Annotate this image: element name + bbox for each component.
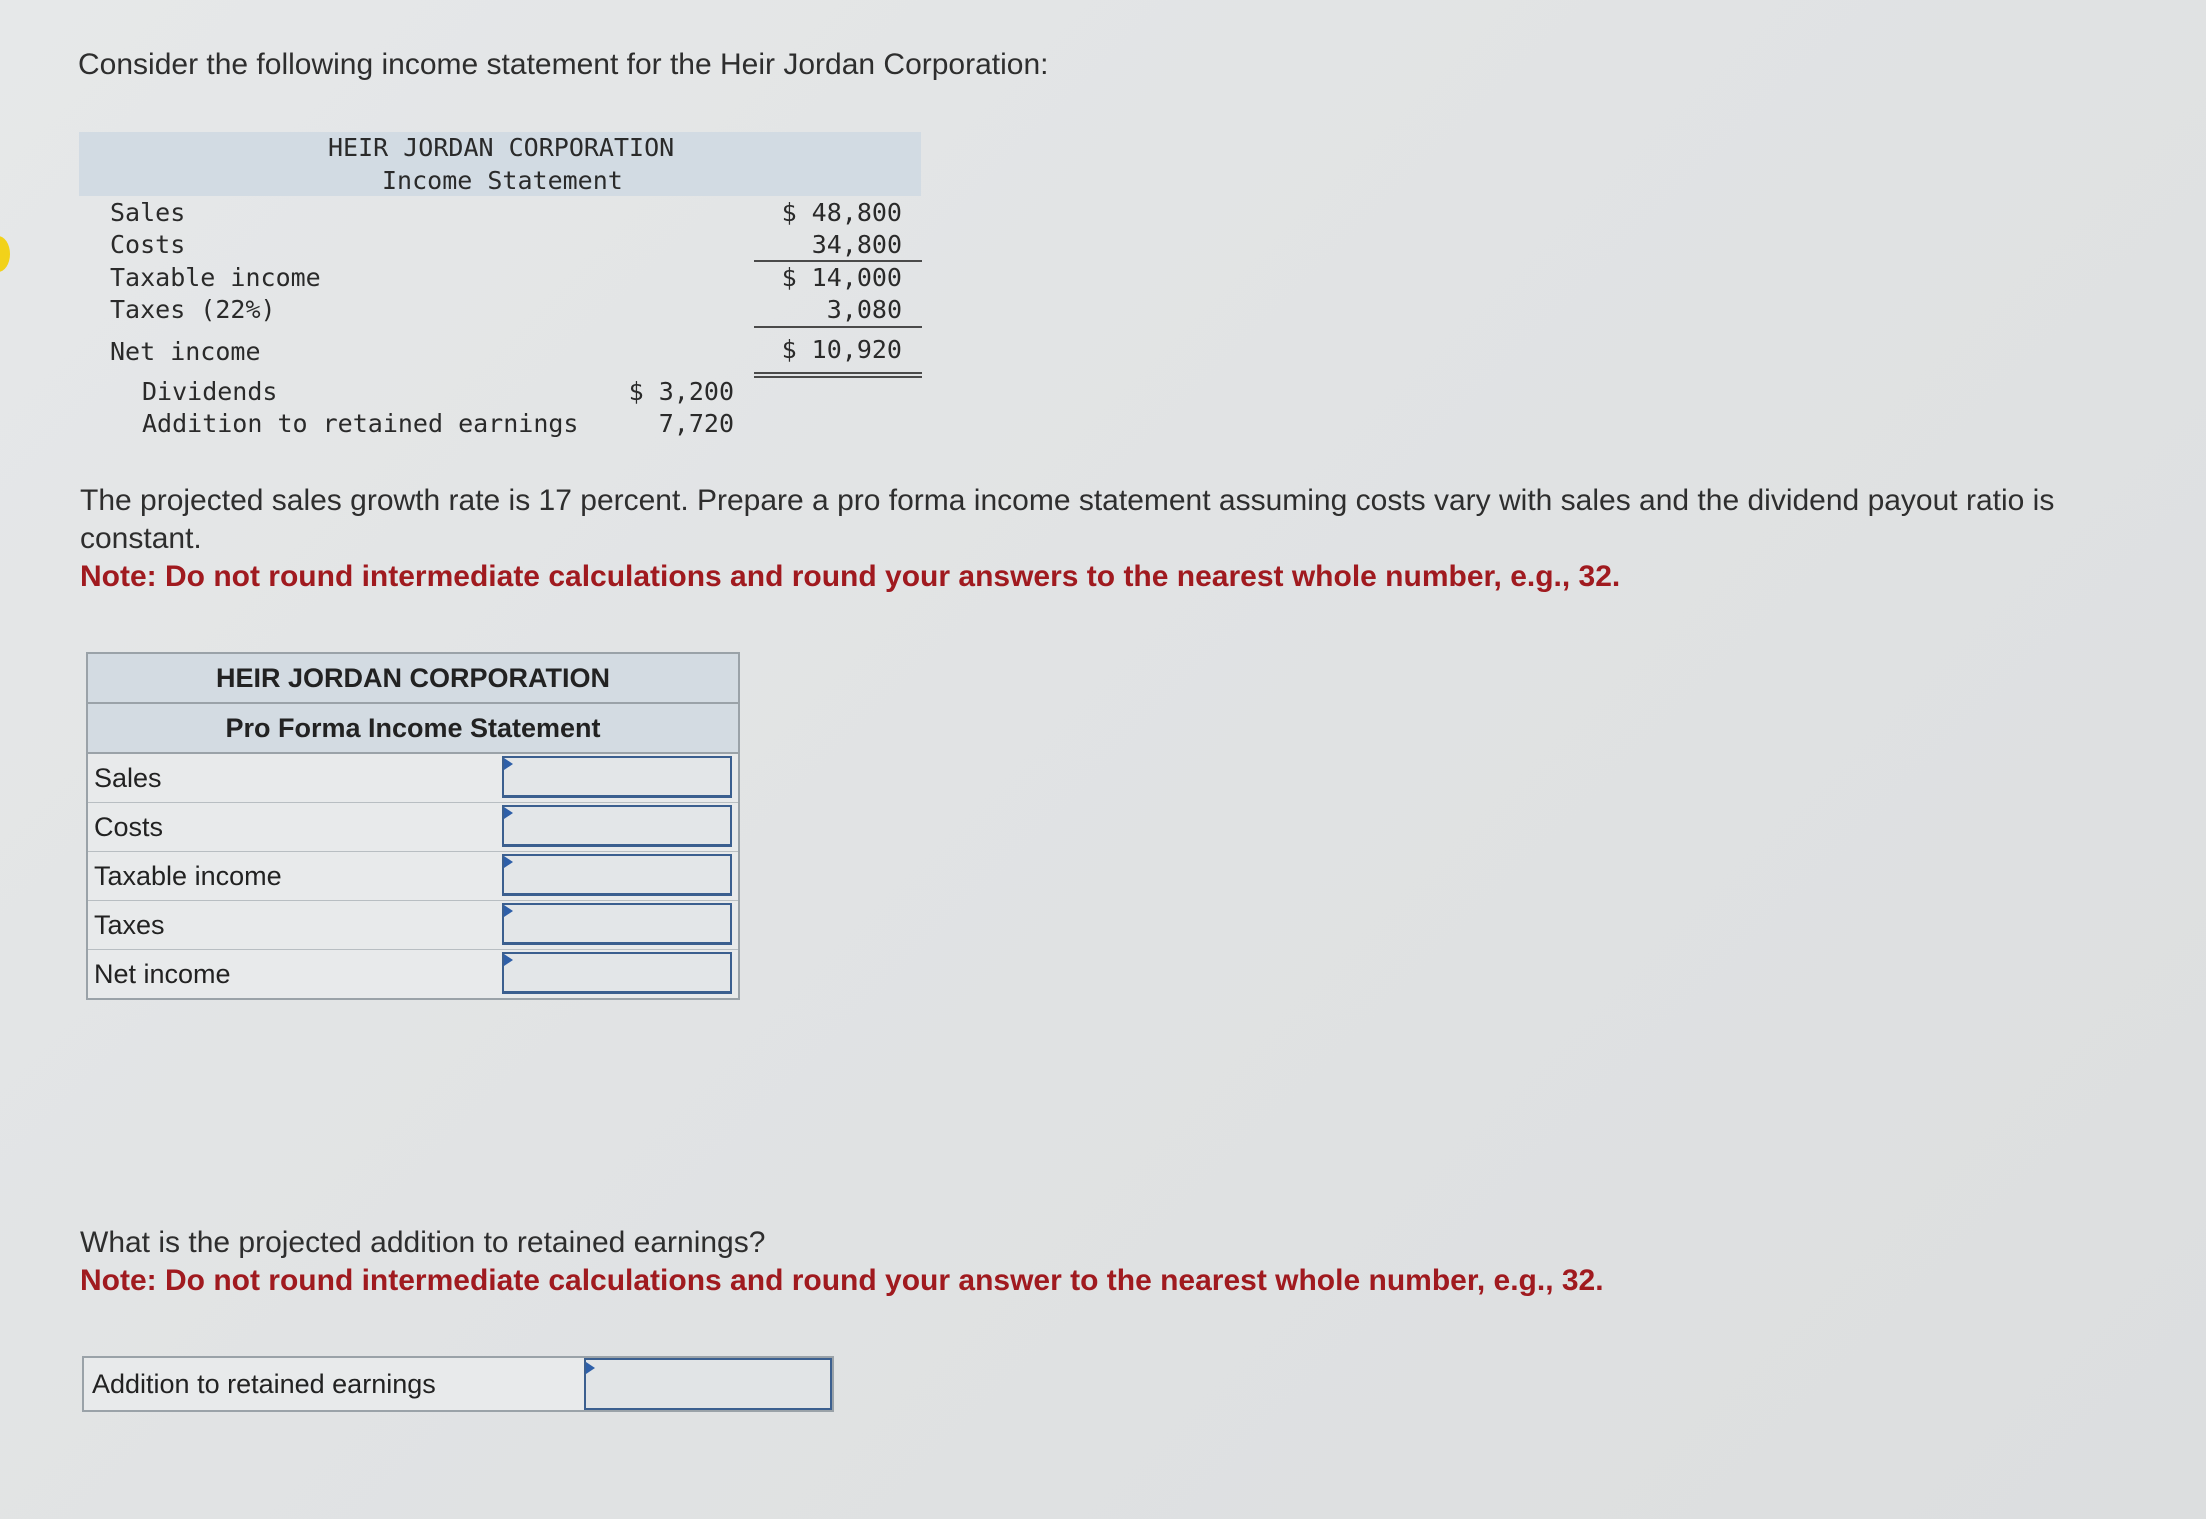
statement-label-costs: Costs xyxy=(110,230,186,259)
input-flag-icon xyxy=(586,1362,595,1374)
input-flag-icon xyxy=(504,807,513,819)
statement-value-sales: $ 48,800 xyxy=(781,198,902,227)
costs-input[interactable] xyxy=(502,805,732,847)
pro-forma-row-taxes xyxy=(88,901,738,950)
statement-double-rule xyxy=(754,372,922,374)
intro-text: Consider the following income statement for the Heir Jordan Corporation: xyxy=(78,48,1049,81)
retained-earnings-label: Addition to retained earnings xyxy=(92,1369,436,1399)
question2-block xyxy=(80,1224,2080,1300)
input-flag-icon xyxy=(504,905,513,917)
question2-note: Note: Do not round intermediate calculations and round your answer to the nearest whole number, e.g., 32. xyxy=(80,1264,1604,1297)
statement-value-retained: 7,720 xyxy=(658,409,734,438)
pro-forma-row-costs xyxy=(88,803,738,852)
input-flag-icon xyxy=(504,856,513,868)
statement-rule xyxy=(754,260,922,262)
statement-label-dividends: Dividends xyxy=(142,377,278,406)
retained-earnings-input[interactable] xyxy=(584,1358,832,1410)
pro-forma-row-net xyxy=(88,950,738,998)
statement-company: HEIR JORDAN CORPORATION xyxy=(328,133,675,162)
taxes-input[interactable] xyxy=(502,903,732,945)
net-income-input[interactable] xyxy=(502,952,732,994)
pro-forma-label-net: Net income xyxy=(94,959,231,989)
statement-label-retained: Addition to retained earnings xyxy=(142,409,579,438)
sales-input[interactable] xyxy=(502,756,732,798)
pro-forma-title: Pro Forma Income Statement xyxy=(88,704,738,754)
statement-value-costs: 34,800 xyxy=(811,230,902,259)
pro-forma-row-sales xyxy=(88,754,738,803)
statement-label-taxes: Taxes (22%) xyxy=(110,295,276,324)
question2-text: What is the projected addition to retained earnings? xyxy=(80,1226,766,1259)
retained-earnings-row xyxy=(82,1356,834,1412)
question-block xyxy=(80,482,2080,596)
taxable-income-input[interactable] xyxy=(502,854,732,896)
pro-forma-company: HEIR JORDAN CORPORATION xyxy=(88,654,738,704)
pro-forma-table xyxy=(86,652,740,1000)
input-flag-icon xyxy=(504,758,513,770)
side-marker xyxy=(0,236,10,272)
statement-value-taxable: $ 14,000 xyxy=(781,263,902,292)
pro-forma-label-taxable: Taxable income xyxy=(94,861,282,891)
pro-forma-row-taxable xyxy=(88,852,738,901)
statement-rule xyxy=(754,326,922,328)
statement-title: Income Statement xyxy=(382,166,623,195)
statement-double-rule xyxy=(754,376,922,378)
pro-forma-label-taxes: Taxes xyxy=(94,910,165,940)
statement-value-net: $ 10,920 xyxy=(781,335,902,364)
statement-label-taxable: Taxable income xyxy=(110,263,321,292)
input-flag-icon xyxy=(504,954,513,966)
question-note: Note: Do not round intermediate calculations and round your answers to the nearest whole number, e.g., 32. xyxy=(80,560,1621,593)
pro-forma-label-sales: Sales xyxy=(94,763,162,793)
question-text: The projected sales growth rate is 17 percent. Prepare a pro forma income statement assuming costs vary with sales and the dividend payout ratio is constant. xyxy=(80,484,2055,555)
statement-value-taxes: 3,080 xyxy=(826,295,902,324)
statement-label-sales: Sales xyxy=(110,198,186,227)
statement-value-dividends: $ 3,200 xyxy=(628,377,734,406)
statement-label-net: Net income xyxy=(110,337,261,366)
pro-forma-label-costs: Costs xyxy=(94,812,164,842)
